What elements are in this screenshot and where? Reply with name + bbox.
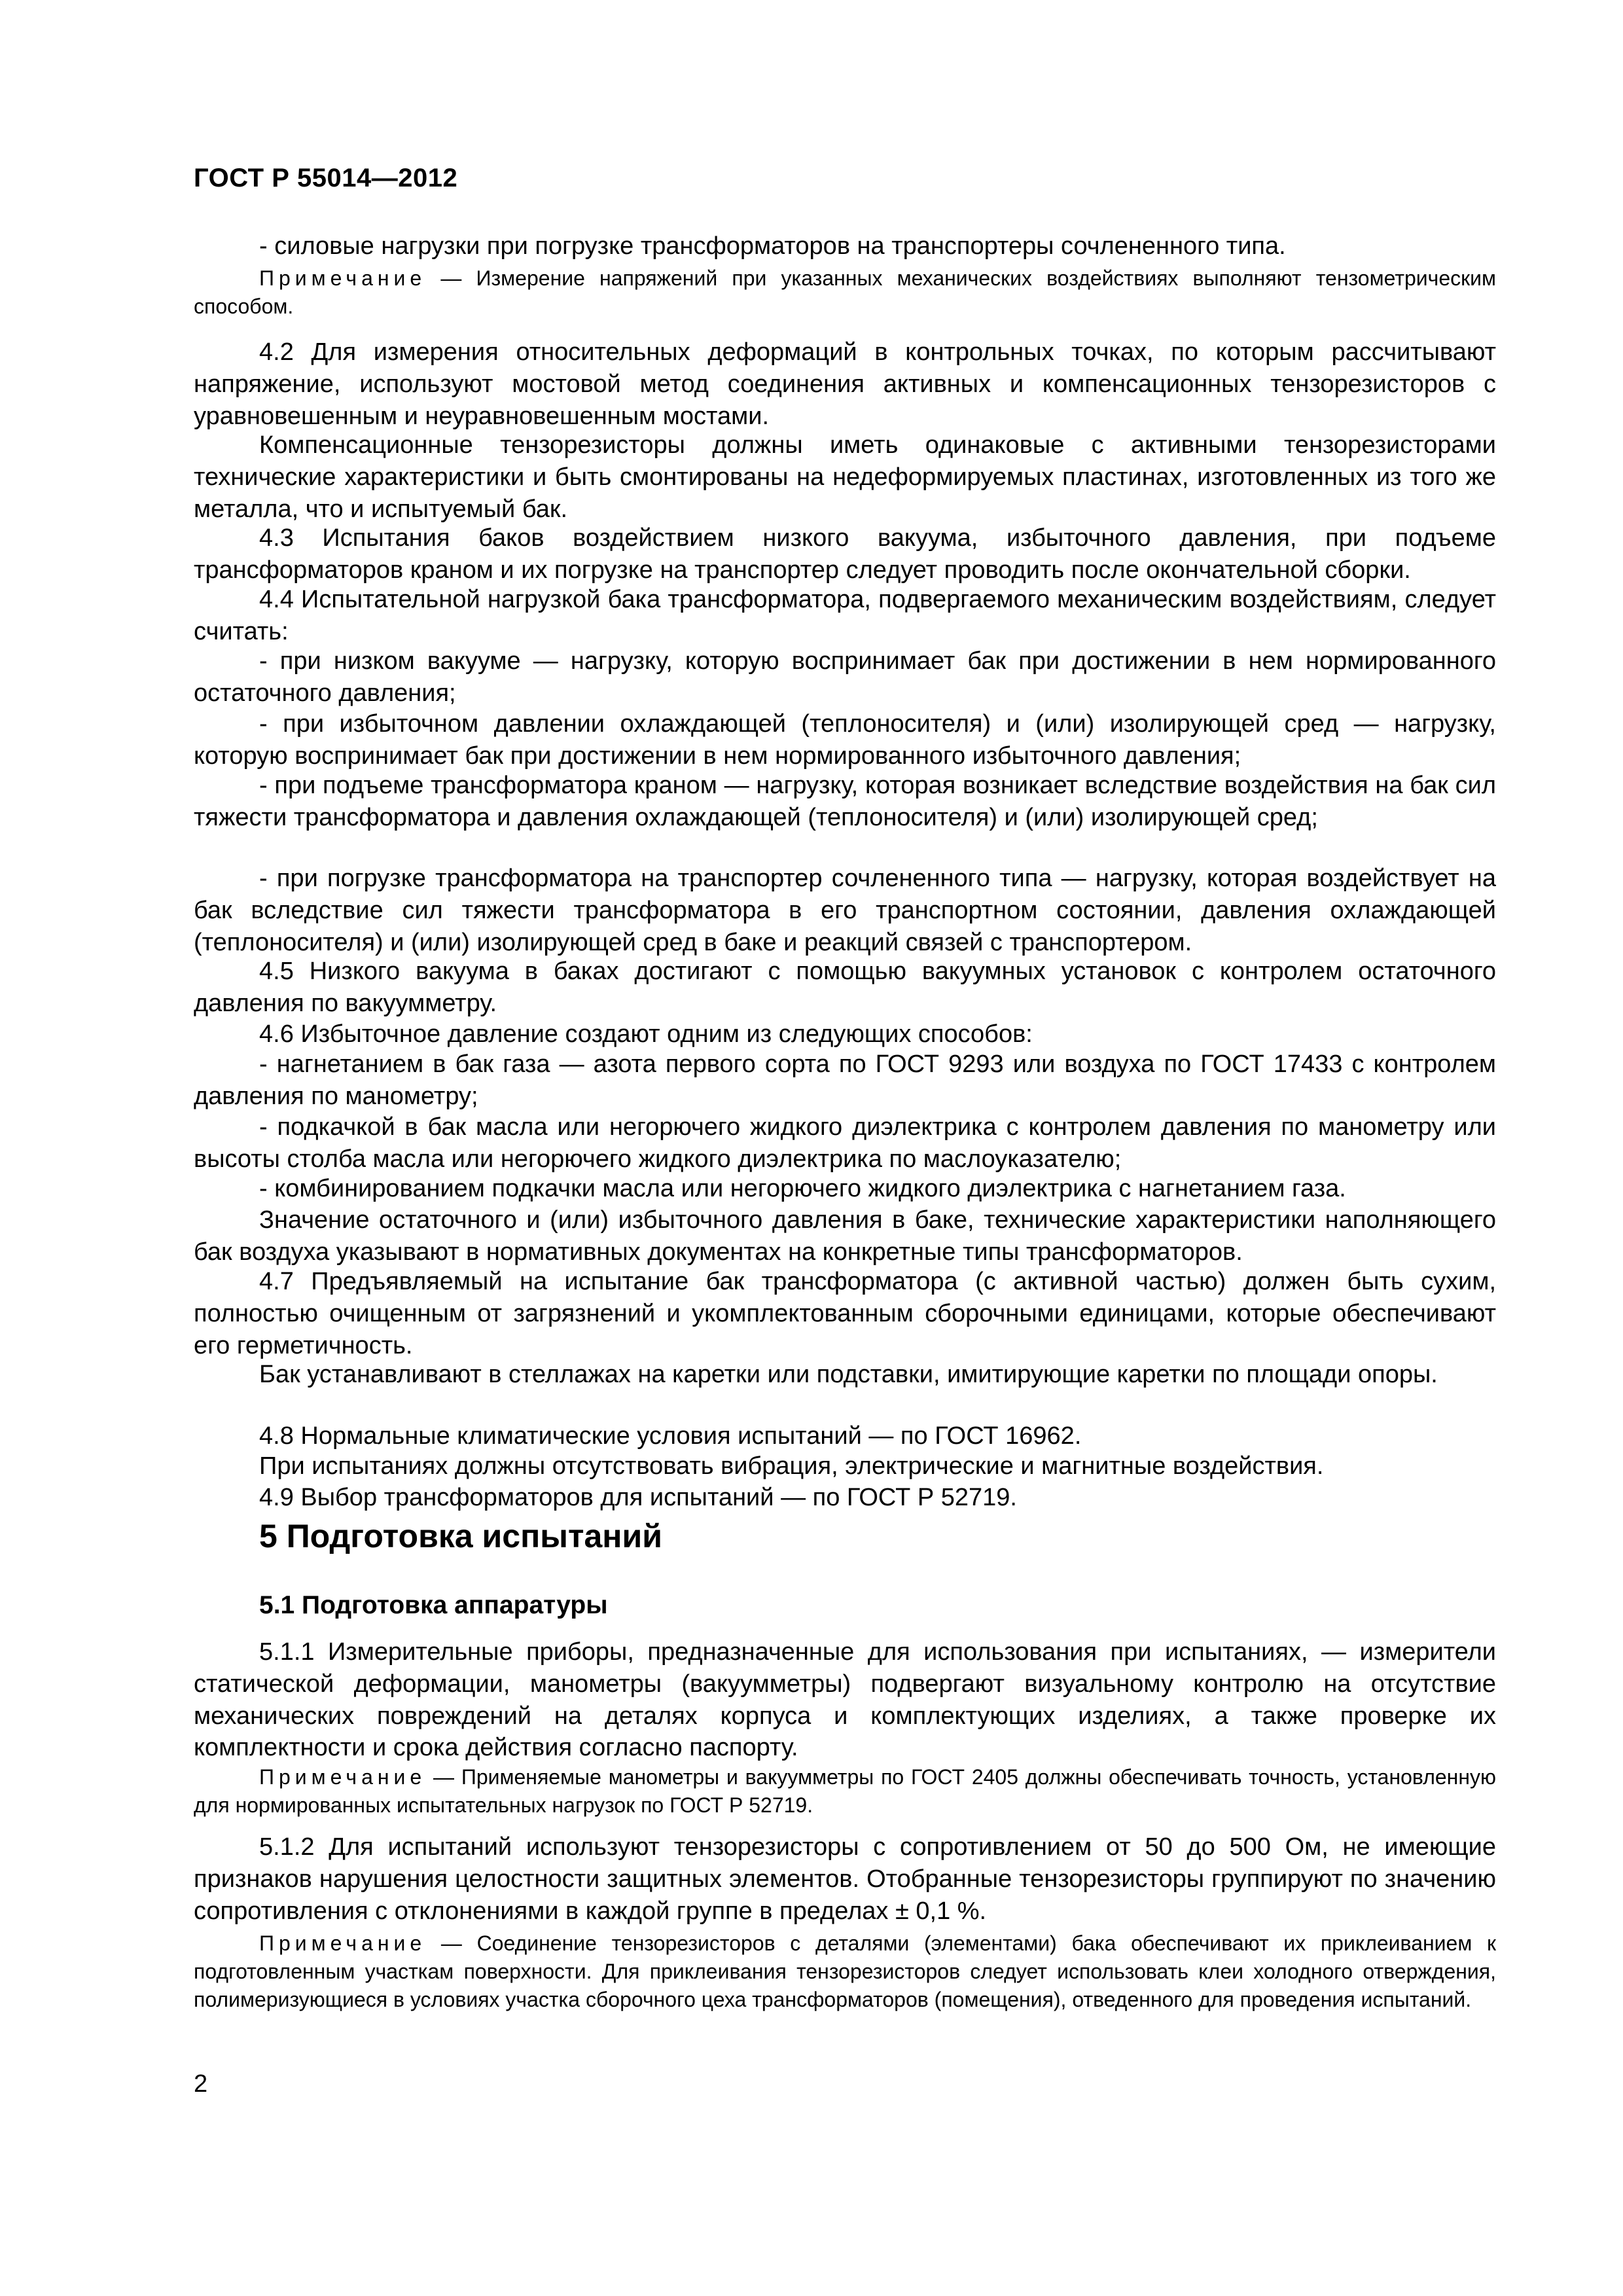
section-heading: 5 Подготовка испытаний [259,1518,662,1554]
page-number: 2 [194,2070,208,2098]
paragraph: Бак устанавливают в стеллажах на каретки или подставки, имитирующие каретки по площади опоры. [259,1361,1438,1388]
paragraph: При испытаниях должны отсутствовать вибрация, электрические и магнитные воздействия. [259,1452,1324,1480]
paragraph: - при низком вакууме — нагрузку, которую воспринимает бак при достижении в нем нормированного остаточного давления; [194,647,1496,707]
paragraph: 5.1.2 Для испытаний используют тензорезисторы с сопротивлением от 50 до 500 Ом, не имеющие признаков нарушения целостности защитных элементов. Отобранные тензорезисторы группируют по значению сопротивления с отклонениями в каждой группе в пределах ± 0,1 %. [194,1833,1496,1925]
paragraph: Компенсационные тензорезисторы должны иметь одинаковые с активными тензорезисторами технические характеристики и быть смонтированы на недеформируемых пластинах, изготовленных из того же металла, что и испытуемый бак. [194,431,1496,523]
paragraph: - силовые нагрузки при погрузке трансформаторов на транспортеры сочлененного типа. [259,232,1286,260]
document-header: ГОСТ Р 55014—2012 [194,164,458,192]
paragraph: - при избыточном давлении охлаждающей (теплоносителя) и (или) изолирующей сред — нагрузку, которую воспринимает бак при достижении в нем нормированного избыточного давления; [194,710,1496,770]
paragraph: Значение остаточного и (или) избыточного давления в баке, технические характеристики наполняющего бак воздуха указывают в нормативных документах на конкретные типы трансформаторов. [194,1206,1496,1266]
note-dash: — [426,1765,461,1789]
paragraph: - комбинированием подкачки масла или негорючего жидкого диэлектрика с нагнетанием газа. [259,1175,1346,1202]
note-text: Измерение напряжений при указанных механических воздействиях выполняют тензометрическим способом. [194,266,1497,318]
paragraph: 5.1.1 Измерительные приборы, предназначенные для использования при испытаниях, — измерители статической деформации, манометры (вакуумметры) подвергают визуальному контролю на отсутствие механических повреждений на деталях корпуса и комплектующих изделиях, а также проверке их комплектности и срока действия согласно паспорту. [194,1638,1496,1762]
paragraph: - подкачкой в бак масла или негорючего жидкого диэлектрика с контролем давления по манометру или высоты столба масла или негорючего жидкого диэлектрика по маслоуказателю; [194,1113,1496,1173]
paragraph: 4.2 Для измерения относительных деформаций в контрольных точках, по которым рассчитывают напряжение, используют мостовой метод соединения активных и компенсационных тензорезисторов с уравновешенным и неуравновешенным мостами. [194,338,1496,430]
paragraph: 4.9 Выбор трансформаторов для испытаний — по ГОСТ Р 52719. [259,1484,1017,1511]
paragraph: 4.4 Испытательной нагрузкой бака трансформатора, подвергаемого механическим воздействиям, следует считать: [194,586,1496,645]
note-label: Примечание [259,1931,427,1955]
paragraph: - нагнетанием в бак газа — азота первого сорта по ГОСТ 9293 или воздуха по ГОСТ 17433 с контролем давления по манометру; [194,1050,1496,1110]
note [194,1929,1496,2014]
note [194,264,1496,321]
paragraph: 4.5 Низкого вакуума в баках достигают с помощью вакуумных установок с контролем остаточного давления по вакуумметру. [194,958,1496,1017]
paragraph: 4.7 Предъявляемый на испытание бак трансформатора (с активной частью) должен быть сухим, полностью очищенным от загрязнений и укомплектованным сборочными единицами, которые обеспечивают его герметичность. [194,1268,1496,1359]
note-text: Соединение тензорезисторов с деталями (элементами) бака обеспечивают их приклеиванием к подготовленным участкам поверхности. Для приклеивания тензорезисторов следует использовать клеи холодного отверждения, полимеризующиеся в условиях участка сборочного цеха трансформаторов (помещения), отведенного для проведения испытаний. [194,1931,1496,2011]
subsection-heading: 5.1 Подготовка аппаратуры [259,1591,608,1619]
paragraph: 4.3 Испытания баков воздействием низкого вакуума, избыточного давления, при подъеме трансформаторов краном и их погрузке на транспортер следует проводить после окончательной сборки. [194,524,1496,584]
paragraph: 4.6 Избыточное давление создают одним из следующих способов: [259,1020,1033,1048]
note-dash: — [426,266,476,290]
note-label: Примечание [259,266,427,290]
note-text: Применяемые манометры и вакуумметры по ГОСТ 2405 должны обеспечивать точность, установленную для нормированных испытательных нагрузок по ГОСТ Р 52719. [194,1765,1496,1817]
note-label: Примечание [259,1765,427,1789]
note [194,1763,1496,1820]
paragraph: - при погрузке трансформатора на транспортер сочлененного типа — нагрузку, которая воздействует на бак вследствие сил тяжести трансформатора в его транспортном состоянии, давления охлаждающей (теплоносителя) и (или) изолирующей сред в баке и реакций связей с транспортером. [194,865,1496,956]
paragraph: 4.8 Нормальные климатические условия испытаний — по ГОСТ 16962. [259,1422,1082,1450]
note-dash: — [426,1931,477,1955]
paragraph: - при подъеме трансформатора краном — нагрузку, которая возникает вследствие воздействия на бак сил тяжести трансформатора и давления охлаждающей (теплоносителя) и (или) изолирующей сред; [194,772,1496,831]
